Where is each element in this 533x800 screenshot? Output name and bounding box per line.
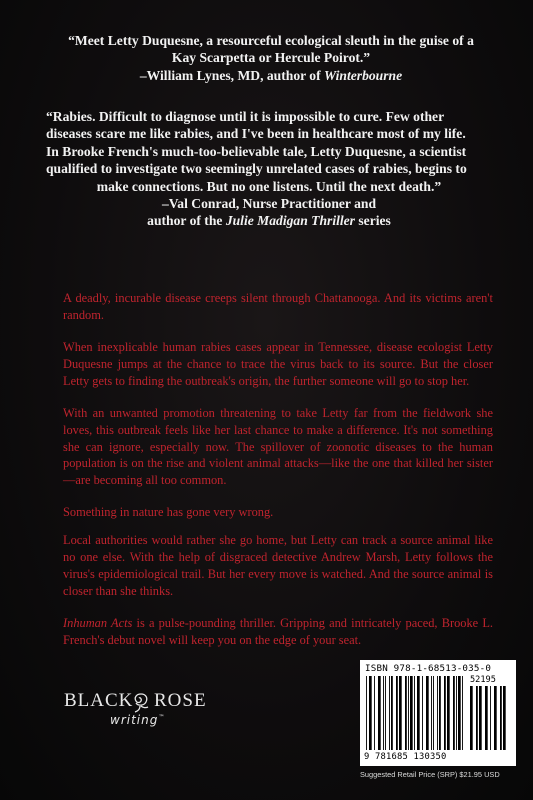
barcode-bar (422, 676, 423, 750)
blurb-paragraph-1: A deadly, incurable disease creeps silent through Chattanooga. And its victims aren't random. (63, 291, 493, 322)
barcode-bar (490, 686, 491, 750)
publisher-logo (64, 690, 214, 750)
endorsement-quote-1 (56, 32, 486, 84)
book-blurb (63, 290, 493, 664)
quote-1-line-2: Kay Scarpetta or Hercule Poirot.” (171, 50, 371, 66)
quote-2-attribution-line-1: –Val Conrad, Nurse Practitioner and (161, 196, 377, 212)
barcode-bar (410, 676, 413, 750)
publisher-word-rose: ROSE (154, 690, 207, 711)
trademark-mark: ™ (158, 714, 166, 721)
barcode-bar (447, 676, 450, 750)
barcode-bar (396, 676, 398, 750)
blurb-paragraph-3: With an unwanted promotion threatening to take Letty far from the fieldwork she loves, this outbreak feels like her last chance to make a difference. It's not something she can ignore, especially now. The spillover of zoonotic diseases to the human population is on the rise and violent animal attacks—like the one that killed her sister—are becoming all too common. (63, 405, 493, 488)
addon-digits: 52195 (470, 675, 496, 685)
barcode-bar (456, 676, 457, 750)
blurb-paragraph-6 (63, 615, 493, 649)
quote-2-attribution-line-2 (46, 212, 492, 229)
quote-1-line-1: “Meet Letty Duquesne, a resourceful ecological sleuth in the guise of a (68, 33, 474, 48)
barcode-bar (385, 676, 386, 750)
isbn-barcode (360, 660, 516, 766)
barcode-bars (366, 676, 466, 752)
barcode-bar (479, 686, 482, 750)
barcode-bar (431, 676, 432, 750)
quote-1-attribution (56, 67, 486, 84)
isbn-text: ISBN 978-1-68513-035-0 (365, 663, 492, 674)
barcode-bar (374, 676, 375, 750)
barcode-bar (458, 676, 461, 750)
ean-digits: 9 781685 130350 (364, 752, 447, 762)
barcode-bar (470, 686, 473, 750)
barcode-bar (408, 676, 409, 750)
quote-2-line-3: In Brooke French's much-too-believable tale, Letty Duquesne, a scientist (46, 143, 467, 159)
quote-1-work-title: Winterbourne (324, 67, 403, 83)
barcode-bar (378, 676, 381, 750)
barcode-bar (383, 676, 384, 750)
quote-2-line-5: make connections. But no one listens. Until the next death.” (96, 178, 442, 194)
barcode-bar (476, 686, 478, 750)
barcode-bar (439, 676, 441, 750)
barcode-bar (391, 676, 393, 750)
barcode-bar (405, 676, 407, 750)
quote-2-attr-prefix: author of the (147, 213, 226, 229)
barcode-bar (453, 676, 455, 750)
barcode-bar (417, 676, 420, 750)
endorsement-quote-2 (46, 108, 492, 230)
retail-price-label: Suggested Retail Price (SRP) $21.95 USD (360, 770, 500, 779)
barcode-bar (366, 676, 367, 750)
blurb-paragraph-2: When inexplicable human rabies cases appear in Tennessee, disease ecologist Letty Duquesne jumps at the chance to trace the virus back to its source. But the closer Letty gets to finding the outbreak's origin, the further someone will go to stop her. (63, 340, 493, 388)
barcode-bar (426, 676, 429, 750)
quote-2-line-1: “Rabies. Difficult to diagnose until it is impossible to cure. Few other (46, 109, 445, 124)
quote-2-attr-suffix: series (354, 213, 391, 229)
addon-barcode-bars (470, 686, 510, 752)
barcode-bar (389, 676, 390, 750)
barcode-bar (503, 686, 506, 750)
barcode-bar (500, 686, 502, 750)
barcode-bar (437, 676, 438, 750)
publisher-tagline (110, 713, 165, 727)
barcode-bar (433, 676, 434, 750)
barcode-bar (369, 676, 372, 750)
publisher-word-black: BLACK (64, 690, 134, 711)
barcode-bar (494, 686, 497, 750)
quote-2-series-title: Julie Madigan Thriller (225, 213, 355, 229)
barcode-bar (444, 676, 446, 750)
rose-icon (128, 688, 154, 714)
quote-2-body (46, 108, 492, 195)
book-title: Inhuman Acts (63, 615, 133, 630)
barcode-bar (462, 676, 463, 750)
barcode-bar (485, 686, 488, 750)
blurb-paragraph-6-rest: is a pulse-pounding thriller. Gripping and intricately paced, Brooke L. French's debut novel will keep you on the edge of your seat. (63, 615, 494, 647)
blurb-paragraph-5: Local authorities would rather she go home, but Letty can track a source animal like no one else. With the help of disgraced detective Andrew Marsh, Letty follows the virus's epidemiological trail. But her every move is watched. And the source animal is closer than she thinks. (63, 533, 493, 598)
barcode-bar (414, 676, 415, 750)
quote-1-author: –William Lynes, MD, author of (139, 67, 325, 83)
barcode-bar (399, 676, 402, 750)
quote-2-line-4: qualified to investigate two seemingly unrelated cases of rabies, begins to (46, 161, 467, 177)
quote-2-line-2: diseases scare me like rabies, and I've been in healthcare most of my life. (46, 126, 466, 142)
blurb-paragraph-4: Something in nature has gone very wrong. (63, 505, 274, 520)
publisher-tagline-text: writing (110, 713, 159, 727)
